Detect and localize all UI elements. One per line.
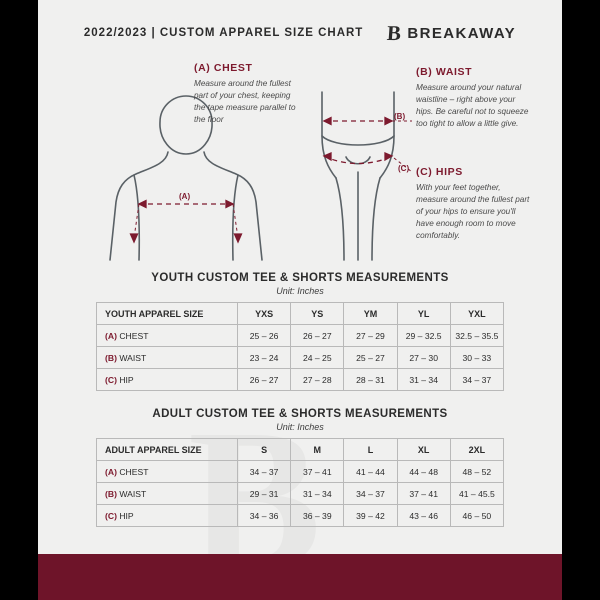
youth-row-1-cell-2: 25 – 27 — [344, 347, 397, 369]
footer-bar — [38, 554, 562, 600]
adult-row-2-label: HIP — [119, 510, 134, 521]
adult-row-1-label: WAIST — [119, 488, 147, 499]
youth-row-2-cell-3: 31 – 34 — [397, 369, 450, 391]
adult-row-1-cell-4: 41 – 45.5 — [450, 483, 503, 505]
diagram-tag-waist: (B) — [394, 112, 406, 121]
note-chest-title: (A) CHEST — [194, 62, 253, 74]
youth-row-1-cell-1: 24 – 25 — [291, 347, 344, 369]
youth-col-2: YS — [291, 303, 344, 325]
youth-row-0-cell-1: 26 – 27 — [291, 325, 344, 347]
adult-row-2-cell-1: 36 – 39 — [291, 505, 344, 527]
adult-row-2-cell-4: 46 – 50 — [450, 505, 503, 527]
adult-row-1-cell-0: 29 – 31 — [238, 483, 291, 505]
page-header — [38, 18, 562, 48]
adult-section — [96, 408, 504, 527]
diagram-tag-hips: (C) — [398, 164, 410, 173]
youth-col-5: YXL — [450, 303, 503, 325]
youth-row-0-tag: (A) — [105, 330, 117, 341]
table-header-row — [97, 303, 504, 325]
adult-title: ADULT CUSTOM TEE & SHORTS MEASUREMENTS — [152, 408, 448, 420]
adult-row-1-tag: (B) — [105, 488, 117, 499]
youth-col-0: YOUTH APPAREL SIZE — [97, 303, 238, 325]
brand-name: BREAKAWAY — [407, 24, 517, 42]
youth-row-0-label: CHEST — [119, 330, 149, 341]
adult-size-table — [96, 438, 504, 527]
note-waist-title: (B) WAIST — [416, 66, 473, 78]
youth-row-2-cell-2: 28 – 31 — [344, 369, 397, 391]
note-hips-body: With your feet together, measure around the fullest part of your hips to ensure you'll have enough room to move comfortably. — [416, 183, 530, 240]
youth-row-1-head — [97, 347, 238, 369]
adult-row-2-head — [97, 505, 238, 527]
youth-row-2-head — [97, 369, 238, 391]
adult-unit: Unit: Inches — [276, 422, 324, 432]
adult-col-2: M — [291, 439, 344, 461]
table-row — [97, 325, 504, 347]
youth-row-0-cell-3: 29 – 32.5 — [397, 325, 450, 347]
adult-row-0-head — [97, 461, 238, 483]
adult-col-4: XL — [397, 439, 450, 461]
youth-row-2-cell-0: 26 – 27 — [238, 369, 291, 391]
note-chest — [194, 62, 302, 126]
youth-row-2-cell-4: 34 – 37 — [450, 369, 503, 391]
adult-row-2-tag: (C) — [105, 510, 117, 521]
table-row — [97, 505, 504, 527]
adult-row-1-head — [97, 483, 238, 505]
youth-size-table — [96, 302, 504, 391]
adult-row-0-cell-2: 41 – 44 — [344, 461, 397, 483]
adult-col-1: S — [238, 439, 291, 461]
youth-row-2-tag: (C) — [105, 374, 117, 385]
youth-row-2-label: HIP — [119, 374, 134, 385]
youth-row-0-cell-4: 32.5 – 35.5 — [450, 325, 503, 347]
youth-row-1-cell-3: 27 – 30 — [397, 347, 450, 369]
breakaway-logo-icon: B — [386, 20, 403, 45]
size-chart-page — [38, 0, 562, 600]
youth-title: YOUTH CUSTOM TEE & SHORTS MEASUREMENTS — [151, 272, 449, 284]
table-header-row — [97, 439, 504, 461]
youth-row-1-tag: (B) — [105, 352, 117, 363]
note-waist-body: Measure around your natural waistline – right above your hips. Be careful not to squeeze too tight to allow a little give. — [416, 83, 529, 128]
note-chest-body: Measure around the fullest part of your chest, keeping the tape measure parallel to the floor — [194, 79, 296, 124]
page-title: 2022/2023 | CUSTOM APPAREL SIZE CHART — [83, 27, 364, 39]
adult-row-0-tag: (A) — [105, 466, 117, 477]
youth-row-0-cell-0: 25 – 26 — [238, 325, 291, 347]
youth-section — [96, 272, 504, 391]
youth-row-1-label: WAIST — [119, 352, 147, 363]
youth-col-3: YM — [344, 303, 397, 325]
youth-col-4: YL — [397, 303, 450, 325]
youth-row-0-head — [97, 325, 238, 347]
adult-row-0-cell-4: 48 – 52 — [450, 461, 503, 483]
youth-row-1-cell-0: 23 – 24 — [238, 347, 291, 369]
adult-row-1-cell-1: 31 – 34 — [291, 483, 344, 505]
adult-row-1-cell-2: 34 – 37 — [344, 483, 397, 505]
youth-row-2-cell-1: 27 – 28 — [291, 369, 344, 391]
diagram-tag-chest: (A) — [179, 192, 191, 201]
adult-row-1-cell-3: 37 – 41 — [397, 483, 450, 505]
youth-col-1: YXS — [238, 303, 291, 325]
youth-unit: Unit: Inches — [276, 286, 324, 296]
adult-row-2-cell-0: 34 – 36 — [238, 505, 291, 527]
note-waist — [416, 66, 532, 130]
youth-row-0-cell-2: 27 – 29 — [344, 325, 397, 347]
note-hips — [416, 166, 532, 241]
adult-row-2-cell-2: 39 – 42 — [344, 505, 397, 527]
measurement-illustration — [38, 52, 562, 264]
brand-lockup — [386, 20, 517, 45]
note-hips-title: (C) HIPS — [416, 166, 463, 178]
adult-row-0-cell-1: 37 – 41 — [291, 461, 344, 483]
adult-col-5: 2XL — [450, 439, 503, 461]
adult-row-0-cell-0: 34 – 37 — [238, 461, 291, 483]
table-row — [97, 369, 504, 391]
adult-row-0-label: CHEST — [119, 466, 149, 477]
table-row — [97, 461, 504, 483]
table-row — [97, 483, 504, 505]
adult-col-0: ADULT APPAREL SIZE — [97, 439, 238, 461]
youth-row-1-cell-4: 30 – 33 — [450, 347, 503, 369]
table-row — [97, 347, 504, 369]
adult-col-3: L — [344, 439, 397, 461]
adult-row-0-cell-3: 44 – 48 — [397, 461, 450, 483]
adult-row-2-cell-3: 43 – 46 — [397, 505, 450, 527]
